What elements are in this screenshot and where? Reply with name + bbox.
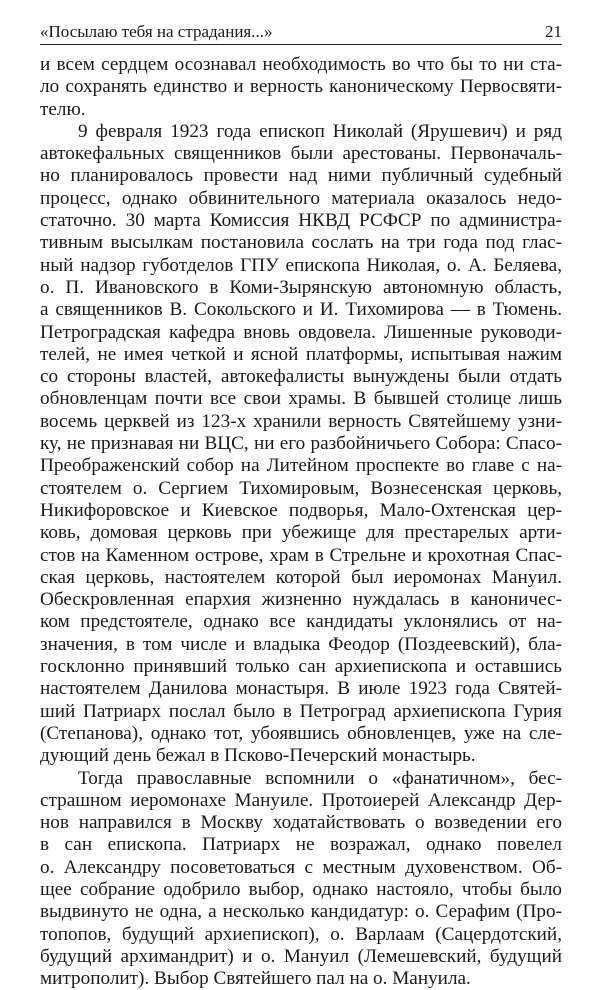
text-line: статочно. 30 марта Комиссия НКВД РСФСР по администра- [40, 210, 562, 232]
running-title: «Посылаю тебя на страдания...» [40, 21, 273, 43]
text-line: тивным высылкам постановила сослать на три года под глас- [40, 232, 562, 254]
text-line: а священников В. Сокольского и И. Тихомирова — в Тюмень. [40, 299, 562, 321]
text-line: госклонно принявший только сан архиепископа и оставшись [40, 656, 562, 678]
text-line: ший Патриарх послал было в Петроград архиепископа Гурия [40, 701, 562, 723]
text-line: Преображенский собор на Литейном проспекте во главе с на- [40, 455, 562, 477]
text-line: телю. [40, 99, 562, 121]
text-line: Никифоровское и Киевское подворья, Мало-Охтенская цер- [40, 500, 562, 522]
text-line: нов направился в Москву ходатайствовать о возведении его [40, 812, 562, 834]
text-line: Петроградская кафедра вновь овдовела. Лишенные руководи- [40, 322, 562, 344]
text-line: но планировалось провести над ними публичный судебный [40, 165, 562, 187]
text-line: настоятелем Данилова монастыря. В июле 1923 года Святей- [40, 678, 562, 700]
text-line: восемь церквей из 123-х хранили верность Святейшему узни- [40, 411, 562, 433]
text-line: телей, не имея четкой и ясной платформы, испытывая нажим [40, 344, 562, 366]
text-line: будущий архимандрит) и о. Мануил (Лемешевский, будущий [40, 946, 562, 968]
paragraph-2 [40, 121, 562, 768]
text-line: выдвинуто не одна, а несколько кандидатур: о. Серафим (Про- [40, 901, 562, 923]
text-line: обновленцам почти все свои храмы. В бывшей столице лишь [40, 388, 562, 410]
text-line: Обескровленная епархия жизненно нуждалась в каноничес- [40, 589, 562, 611]
text-line: процесс, однако обвинительного материала оказалось недо- [40, 188, 562, 210]
text-line: ковь, домовая церковь при убежище для престарелых арти- [40, 522, 562, 544]
text-line: ская церковь, настоятелем которой был иеромонах Мануил. [40, 567, 562, 589]
text-line: и всем сердцем осознавал необходимость во что бы то ни ста- [40, 54, 562, 76]
text-line: стов на Каменном острове, храм в Стрельне и крохотная Спас- [40, 545, 562, 567]
paragraph-3 [40, 768, 562, 990]
body-text [40, 54, 562, 990]
text-line: о. П. Ивановского в Коми-Зырянскую автономную область, [40, 277, 562, 299]
running-header [40, 19, 562, 43]
text-line: со стороны властей, автокефалисты вынуждены были отдать [40, 366, 562, 388]
text-line: страшном иеромонахе Мануиле. Протоиерей Александр Дер- [40, 790, 562, 812]
text-line: значения, в том числе и владыка Феодор (Поздеевский), бла- [40, 634, 562, 656]
text-line: топопов, будущий архиепископ), о. Варлаам (Сацердотский, [40, 924, 562, 946]
text-line: Тогда православные вспомнили о «фанатичном», бес- [40, 768, 562, 790]
text-line: дующий день бежал в Псково-Печерский монастырь. [40, 745, 562, 767]
text-line: (Степанова), однако тот, убоявшись обновленцев, уже на сле- [40, 723, 562, 745]
text-line: стоятелем о. Сергием Тихомировым, Вознесенская церковь, [40, 478, 562, 500]
text-line: ку, не признавая ни ВЦС, ни его разбойничьего Собора: Спасо- [40, 433, 562, 455]
page-number: 21 [545, 21, 562, 43]
text-line: о. Александру посоветоваться с местным духовенством. Об- [40, 857, 562, 879]
paragraph-1 [40, 54, 562, 121]
text-line: щее собрание одобрило выбор, однако настояло, чтобы было [40, 879, 562, 901]
header-rule [40, 44, 562, 45]
text-line: ком предстоятеле, однако все кандидаты уклонялись от на- [40, 611, 562, 633]
text-line: 9 февраля 1923 года епископ Николай (Ярушевич) и ряд [40, 121, 562, 143]
text-line: ло сохранять единство и верность каноническому Первосвяти- [40, 76, 562, 98]
text-line: в сан епископа. Патриарх не возражал, однако повелел [40, 834, 562, 856]
text-line: ный надзор губотделов ГПУ епископа Николая, о. А. Беляева, [40, 255, 562, 277]
text-line: митрополит). Выбор Святейшего пал на о. Мануила. [40, 968, 562, 990]
text-line: автокефальных священников были арестованы. Первоначаль- [40, 143, 562, 165]
